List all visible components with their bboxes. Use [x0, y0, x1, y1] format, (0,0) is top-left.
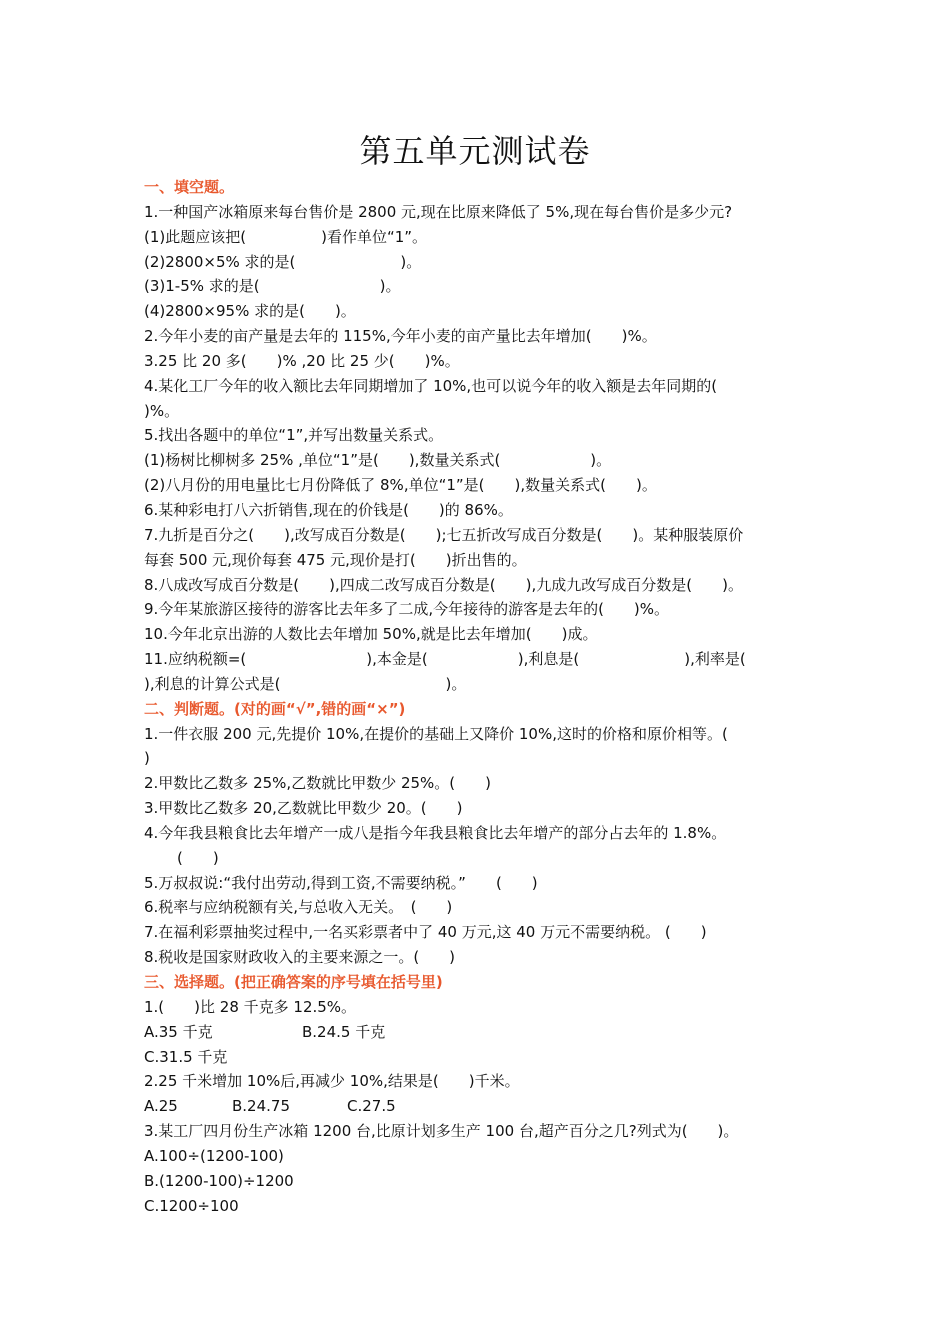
question-line: 5.找出各题中的单位“1”,并写出数量关系式。	[144, 426, 444, 445]
option-a: A.35 千克	[144, 1022, 213, 1041]
page-title: 第五单元测试卷	[359, 132, 591, 170]
question-line: 2.今年小麦的亩产量是去年的 115%,今年小麦的亩产量比去年增加( )%。	[144, 327, 657, 346]
option-b: B.(1200-100)÷1200	[144, 1171, 294, 1190]
question-line: 7.在福利彩票抽奖过程中,一名买彩票者中了 40 万元,这 40 万元不需要纳税。 ( )	[144, 923, 707, 942]
question-line: 8.税收是国家财政收入的主要来源之一。( )	[144, 948, 456, 967]
question-line: 6.某种彩电打八六折销售,现在的价钱是( )的 86%。	[144, 500, 513, 519]
question-line: 1.一种国产冰箱原来每台售价是 2800 元,现在比原来降低了 5%,现在每台售价是多少元?	[144, 202, 733, 221]
question-line: ),利息的计算公式是( )。	[144, 674, 467, 693]
option-c: C.31.5 千克	[144, 1047, 228, 1066]
option-a: A.100÷(1200-100)	[144, 1146, 284, 1165]
question-line: 2.25 千米增加 10%后,再减少 10%,结果是( )千米。	[144, 1072, 520, 1091]
question-line: 2.甲数比乙数多 25%,乙数就比甲数少 25%。( )	[144, 774, 492, 793]
question-line: 1.( )比 28 千克多 12.5%。	[144, 997, 357, 1016]
question-line: 4.某化工厂今年的收入额比去年同期增加了 10%,也可以说今年的收入额是去年同期的(	[144, 376, 718, 395]
question-line: (4)2800×95% 求的是( )。	[144, 302, 356, 321]
option-row	[144, 1094, 809, 1119]
option-row	[144, 1020, 809, 1045]
exam-content	[144, 175, 809, 1218]
question-line: (1)此题应该把( )看作单位“1”。	[144, 227, 428, 246]
option-c: C.1200÷100	[144, 1196, 239, 1215]
question-line: (1)杨树比柳树多 25% ,单位“1”是( ),数量关系式( )。	[144, 451, 612, 470]
question-line: 9.今年某旅游区接待的游客比去年多了二成,今年接待的游客是去年的( )%。	[144, 600, 670, 619]
option-c: C.27.5	[347, 1097, 396, 1116]
question-line: (2)八月份的用电量比七月份降低了 8%,单位“1”是( ),数量关系式( )。	[144, 476, 657, 495]
question-line: 8.八成改写成百分数是( ),四成二改写成百分数是( ),九成九改写成百分数是( )。	[144, 575, 743, 594]
option-b: B.24.75	[232, 1097, 291, 1116]
question-line: )%。	[144, 401, 180, 420]
section-heading: 二、判断题。(对的画“√”,错的画“×”)	[144, 699, 406, 718]
question-line: 3.25 比 20 多( )% ,20 比 25 少( )%。	[144, 351, 460, 370]
question-line: 3.甲数比乙数多 20,乙数就比甲数少 20。( )	[144, 799, 463, 818]
question-line: 10.今年北京出游的人数比去年增加 50%,就是比去年增加( )成。	[144, 625, 598, 644]
question-line: 每套 500 元,现价每套 475 元,现价是打( )折出售的。	[144, 550, 527, 569]
question-line: 4.今年我县粮食比去年增产一成八是指今年我县粮食比去年增产的部分占去年的 1.8%。	[144, 823, 727, 842]
question-line: 7.九折是百分之( ),改写成百分数是( );七五折改写成百分数是( )。某种服装原价	[144, 525, 744, 544]
question-line: 3.某工厂四月份生产冰箱 1200 台,比原计划多生产 100 台,超产百分之几?列式为( )。	[144, 1122, 739, 1141]
question-line: 1.一件衣服 200 元,先提价 10%,在提价的基础上又降价 10%,这时的价格和原价相等。(	[144, 724, 728, 743]
option-b: B.24.5 千克	[302, 1022, 386, 1041]
question-line: (2)2800×5% 求的是( )。	[144, 252, 422, 271]
question-line: (3)1-5% 求的是( )。	[144, 277, 401, 296]
question-line: ( )	[177, 848, 219, 867]
section-heading: 三、选择题。(把正确答案的序号填在括号里)	[144, 973, 443, 991]
question-line: 6.税率与应纳税额有关,与总收入无关。 ( )	[144, 898, 453, 917]
question-line: 5.万叔叔说:“我付出劳动,得到工资,不需要纳税。” ( )	[144, 873, 538, 892]
question-line: 11.应纳税额=( ),本金是( ),利息是( ),利率是(	[144, 650, 746, 669]
option-a: A.25	[144, 1097, 178, 1116]
question-line: )	[144, 749, 150, 768]
section-heading: 一、填空题。	[144, 178, 235, 196]
